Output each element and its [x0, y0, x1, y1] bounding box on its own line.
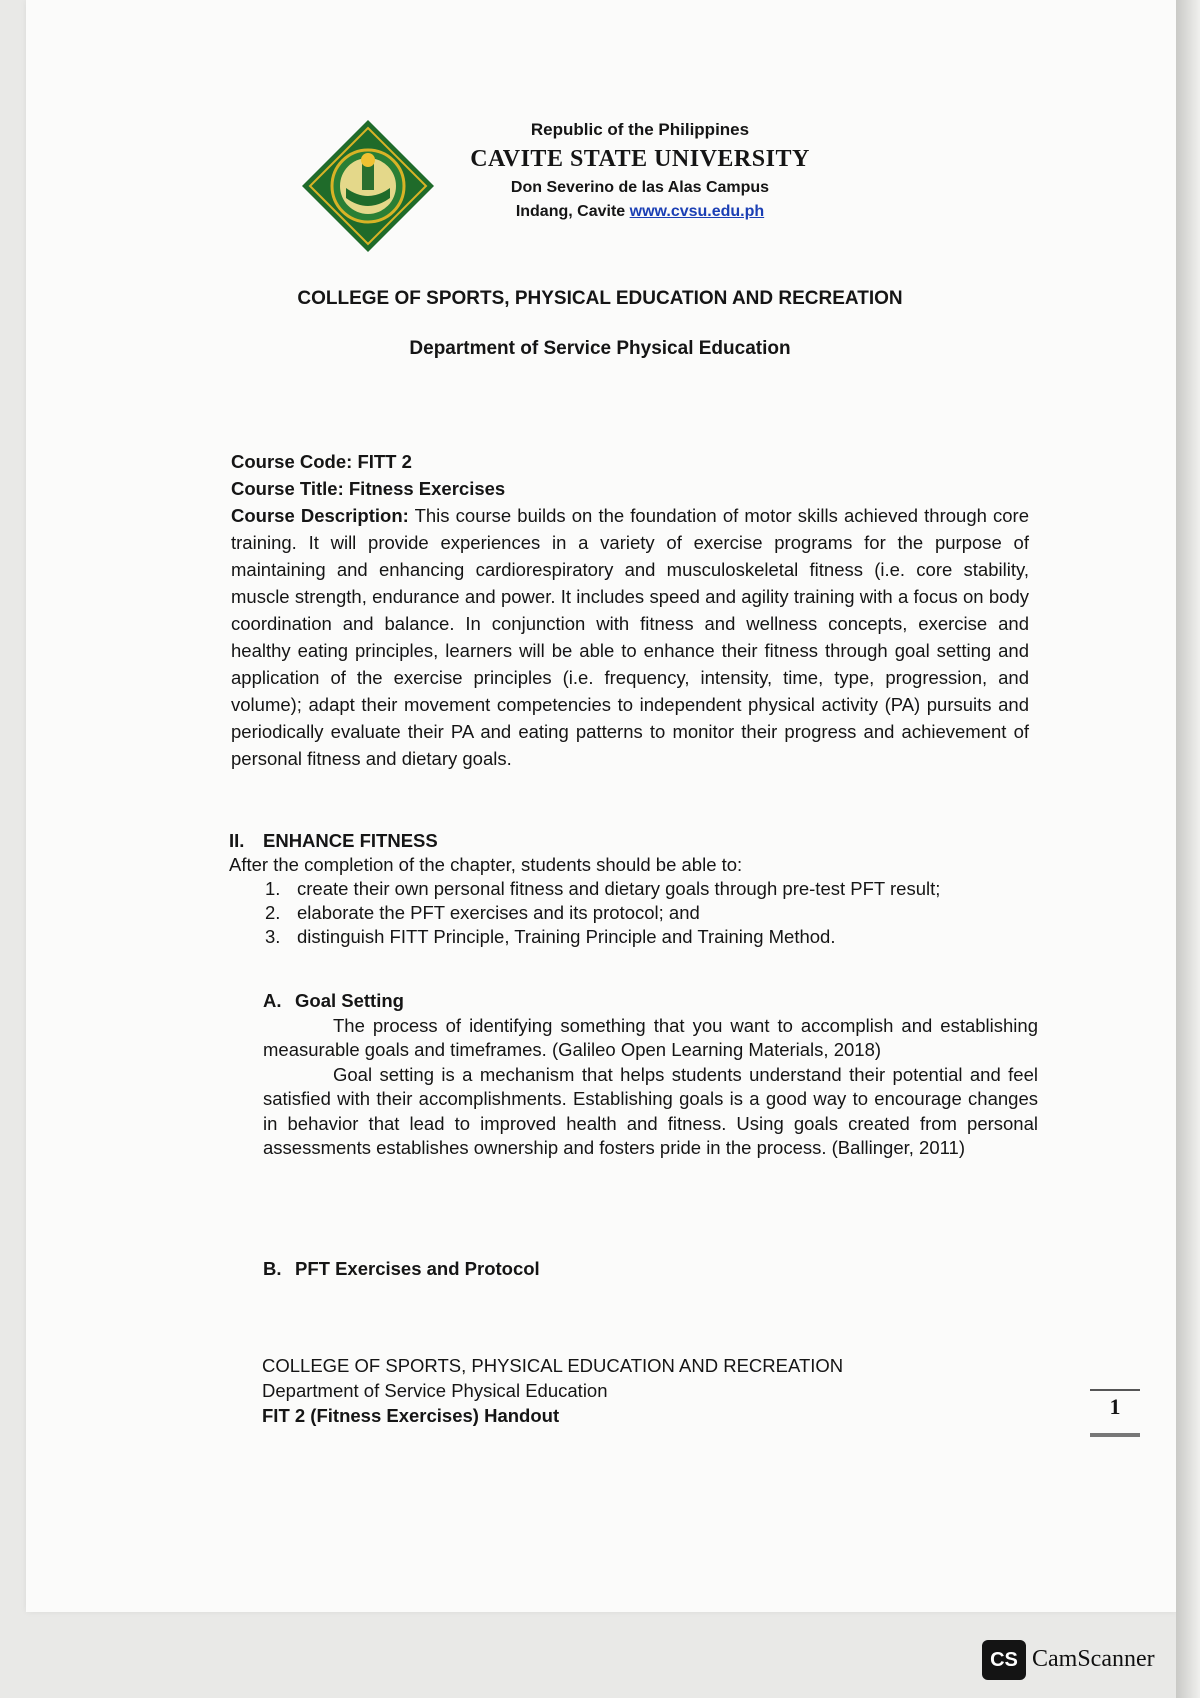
course-code-label: Course Code:: [231, 451, 353, 472]
footer-department: Department of Service Physical Education: [262, 1380, 608, 1401]
location-text: Indang, Cavite: [515, 203, 626, 220]
subsection-title: [263, 1258, 1038, 1280]
letterhead-text: [440, 120, 840, 221]
address-line: [440, 203, 840, 221]
objective-text: create their own personal fitness and dietary goals through pre-test PFT result;: [297, 878, 941, 899]
page-number-rule-bottom: [1090, 1433, 1140, 1437]
course-code: [231, 448, 1029, 475]
objectives-list: [229, 877, 1029, 949]
subsection-goal-setting: [263, 989, 1038, 1161]
course-title-value: Fitness Exercises: [348, 478, 506, 499]
section-title-text: ENHANCE FITNESS: [263, 830, 438, 851]
course-code-value: FITT 2: [357, 451, 412, 472]
subsection-pft-exercises: [263, 1258, 1038, 1280]
objective-text: elaborate the PFT exercises and its protocol; and: [297, 902, 700, 923]
subsection-title-text: PFT Exercises and Protocol: [295, 1258, 540, 1279]
objective-item: [265, 877, 1029, 901]
course-description-text: This course builds on the foundation of motor skills achieved through core training. It will provide experiences in a variety of exercise programs for the purpose of maintaining and enhancing cardiorespiratory and musculoskeletal fitness (i.e. core stability, muscle strength, endurance and power. It includes speed and agility training with a focus on body coordination and balance. In conjunction with fitness and wellness concepts, exercise and healthy eating principles, learners will be able to enhance their fitness through goal setting and application of the exercise principles (i.e. frequency, intensity, time, type, progression, and volume); adapt their movement competencies to independent physical activity (PA) pursuits and periodically evaluate their PA and eating patterns to monitor their progress and achievement of personal fitness and dietary goals.: [231, 505, 1029, 769]
objective-item: [265, 925, 1029, 949]
college-heading: COLLEGE OF SPORTS, PHYSICAL EDUCATION AND RECREATION: [297, 288, 903, 309]
page-number-rule-top: [1090, 1389, 1140, 1391]
subsection-letter: B.: [263, 1258, 282, 1279]
footer-handout: FIT 2 (Fitness Exercises) Handout: [262, 1405, 560, 1426]
course-description: [231, 502, 1029, 772]
university-website-link[interactable]: www.cvsu.edu.ph: [629, 203, 765, 220]
footer-college: COLLEGE OF SPORTS, PHYSICAL EDUCATION AND RECREATION: [262, 1355, 844, 1376]
course-info: [231, 448, 1029, 772]
course-title: [231, 475, 1029, 502]
section-enhance-fitness: [229, 829, 1029, 949]
subsection-letter: A.: [263, 990, 282, 1011]
section-intro: After the completion of the chapter, students should be able to:: [229, 854, 743, 875]
subsection-title-text: Goal Setting: [295, 990, 404, 1011]
objective-number: 1.: [265, 878, 281, 899]
campus-name: Don Severino de las Alas Campus: [510, 179, 770, 196]
objective-text: distinguish FITT Principle, Training Principle and Training Method.: [297, 926, 836, 947]
republic-line: Republic of the Philippines: [530, 120, 750, 139]
page-edge-shadow: [1176, 0, 1200, 1698]
section-number: II.: [229, 830, 245, 851]
course-description-label: Course Description:: [231, 505, 409, 526]
objective-number: 2.: [265, 902, 281, 923]
university-seal-icon: [300, 118, 436, 254]
objective-number: 3.: [265, 926, 281, 947]
page-footer: [262, 1353, 962, 1428]
university-name: CAVITE STATE UNIVERSITY: [470, 146, 810, 172]
department-heading: Department of Service Physical Education: [409, 338, 791, 359]
camscanner-name: CamScanner: [1032, 1646, 1155, 1672]
subsection-title: [263, 989, 1038, 1014]
page-number: 1: [1109, 1394, 1121, 1419]
camscanner-badge-text: CS: [990, 1649, 1018, 1671]
objective-item: [265, 901, 1029, 925]
paragraph: Goal setting is a mechanism that helps students understand their potential and feel satisfied with their accomplishments. Establishing goals is a good way to encourage changes in behavior that lead to improved health and fitness. Using goals created from personal assessments establishes ownership and fosters pride in the process. (Ballinger, 2011): [263, 1063, 1038, 1158]
section-title: [229, 829, 1029, 853]
paragraph: The process of identifying something that you want to accomplish and establishing measurable goals and timeframes. (Galileo Open Learning Materials, 2018): [263, 1014, 1038, 1060]
course-title-label: Course Title:: [231, 478, 344, 499]
letterhead: [300, 112, 860, 252]
